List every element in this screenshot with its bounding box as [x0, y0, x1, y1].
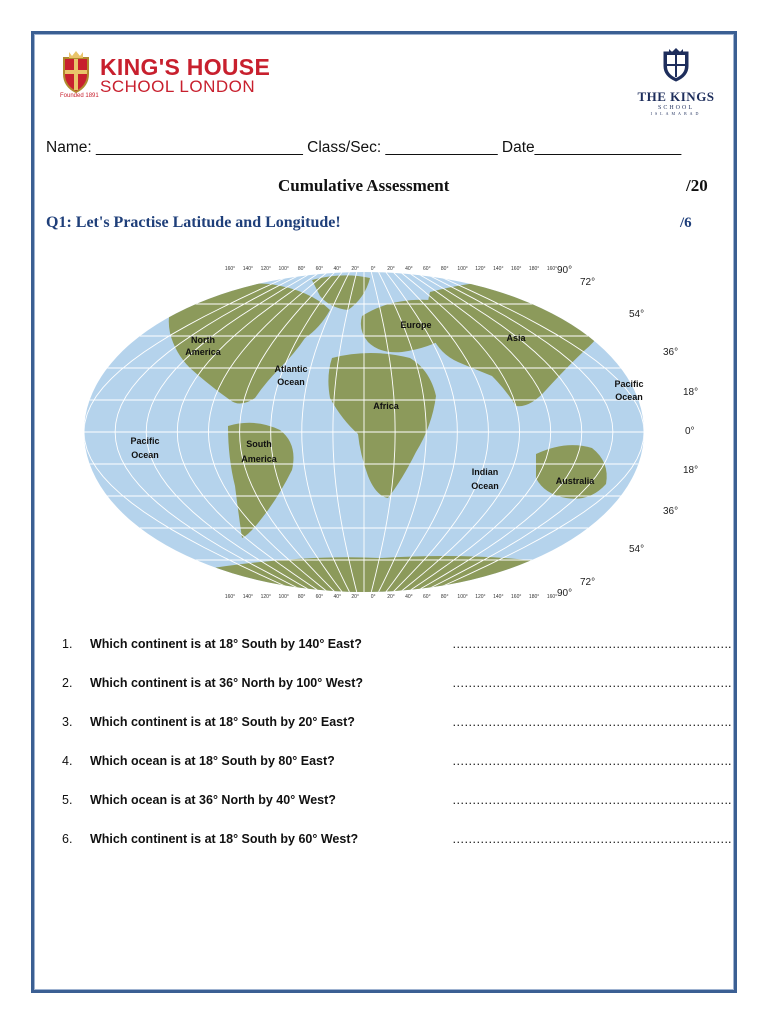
longitude-tick-label: 140°	[493, 594, 504, 600]
logo-sub2: ISLAMABAD	[650, 111, 702, 116]
label-south-america-2: America	[241, 454, 277, 464]
label-asia: Asia	[506, 333, 526, 343]
label-indian-1: Indian	[471, 467, 499, 477]
question-item	[62, 637, 731, 676]
shield-icon	[661, 48, 691, 82]
label-north-america-2: America	[185, 347, 221, 357]
longitude-tick-label: 40°	[405, 594, 413, 600]
longitude-tick-label: 20°	[387, 594, 395, 600]
latitude-label: 18°	[683, 387, 699, 398]
longitude-tick-label: 100°	[457, 594, 468, 600]
logo-sub: SCHOOL	[657, 105, 694, 111]
longitude-tick-label: 140°	[242, 266, 254, 272]
logo-line1: KING'S HOUSE	[100, 54, 271, 80]
longitude-tick-label: 100°	[278, 266, 289, 272]
longitude-tick-label: 20°	[351, 266, 359, 272]
q1-title: Q1: Let's Practise Latitude and Longitude!	[46, 214, 341, 231]
latitude-label: 72°	[580, 277, 596, 288]
answer-line[interactable]: …………………………………………………………….	[452, 715, 731, 729]
label-australia: Australia	[555, 476, 595, 486]
longitude-tick-label: 100°	[278, 594, 289, 600]
latitude-label: 90°	[557, 265, 573, 276]
longitude-tick-label: 160°	[224, 266, 236, 272]
answer-line[interactable]: …………………………………………………………….	[452, 793, 731, 807]
longitude-tick-label: 0°	[370, 266, 376, 272]
question-item	[62, 676, 731, 715]
longitude-tick-label: 120°	[475, 266, 486, 272]
label-indian-2: Ocean	[471, 481, 499, 491]
q1-marks: /6	[680, 215, 692, 231]
label-atlantic-1: Atlantic	[274, 364, 308, 374]
answer-line[interactable]: …………………………………………………………….	[452, 832, 731, 846]
label-pacific-east-2: Ocean	[615, 392, 643, 402]
longitude-tick-label: 160°	[546, 266, 558, 272]
latitude-label: 54°	[629, 544, 645, 555]
longitude-tick-label: 60°	[315, 594, 324, 600]
longitude-tick-label: 60°	[423, 266, 431, 272]
kings-house-logo	[60, 50, 271, 102]
label-pacific-west-2: Ocean	[131, 450, 159, 460]
label-atlantic-2: Ocean	[277, 377, 305, 387]
question-number: 3.	[62, 715, 73, 729]
kings-school-logo	[630, 48, 722, 114]
label-pacific-west-1: Pacific	[130, 436, 160, 446]
question-text: Which ocean is at 18° South by 80° East?	[90, 754, 335, 768]
longitude-ticks-bottom	[225, 594, 557, 600]
question-number: 2.	[62, 676, 73, 690]
longitude-tick-label: 0°	[370, 594, 376, 600]
longitude-tick-label: 120°	[260, 594, 271, 600]
assessment-total: /20	[686, 176, 708, 195]
longitude-ticks-top	[225, 266, 557, 272]
world-map	[80, 258, 700, 604]
question-number: 4.	[62, 754, 73, 768]
question-item	[62, 832, 731, 871]
question-item	[62, 793, 731, 832]
longitude-tick-label: 120°	[475, 594, 486, 600]
logo-est: Founded 1891	[60, 93, 99, 99]
longitude-tick-label: 40°	[333, 266, 342, 272]
longitude-tick-label: 80°	[440, 594, 449, 600]
latitude-label: 54°	[629, 309, 645, 320]
question-number: 1.	[62, 637, 73, 651]
logo-name: THE KINGS	[637, 89, 715, 104]
latitude-label: 72°	[580, 577, 596, 588]
latitude-label: 36°	[663, 347, 679, 358]
longitude-tick-label: 100°	[457, 266, 468, 272]
question-list	[62, 637, 731, 871]
question-text: Which ocean is at 36° North by 40° West?	[90, 793, 336, 807]
longitude-tick-label: 180°	[528, 266, 540, 272]
longitude-tick-label: 40°	[405, 266, 413, 272]
logo-line2: SCHOOL LONDON	[100, 77, 256, 96]
longitude-tick-label: 20°	[351, 594, 359, 600]
longitude-tick-label: 180°	[528, 594, 540, 600]
question-text: Which continent is at 18° South by 60° West?	[90, 832, 359, 846]
student-info-line[interactable]: Name: ________________________ Class/Sec: _____________ Date_________________	[46, 139, 682, 156]
crest-icon	[60, 50, 92, 94]
longitude-tick-label: 60°	[423, 594, 431, 600]
longitude-tick-label: 80°	[297, 594, 306, 600]
question-text: Which continent is at 36° North by 100° West?	[90, 676, 364, 690]
answer-line[interactable]: …………………………………………………………….	[452, 637, 731, 651]
longitude-tick-label: 40°	[333, 594, 342, 600]
longitude-tick-label: 60°	[315, 266, 324, 272]
longitude-tick-label: 120°	[260, 266, 271, 272]
longitude-tick-label: 80°	[297, 266, 306, 272]
latitude-label: 90°	[557, 588, 573, 599]
longitude-tick-label: 160°	[511, 266, 522, 272]
longitude-tick-label: 80°	[440, 266, 449, 272]
label-europe: Europe	[400, 320, 432, 330]
label-africa: Africa	[373, 401, 399, 411]
longitude-tick-label: 20°	[387, 266, 395, 272]
question-number: 5.	[62, 793, 73, 807]
label-north-america-1: North	[191, 335, 215, 345]
longitude-tick-label: 140°	[242, 594, 254, 600]
answer-line[interactable]: …………………………………………………………….	[452, 754, 731, 768]
question-text: Which continent is at 18° South by 20° East?	[90, 715, 355, 729]
longitude-tick-label: 140°	[493, 266, 504, 272]
longitude-tick-label: 160°	[224, 594, 236, 600]
latitude-label: 0°	[685, 426, 695, 437]
longitude-tick-label: 160°	[511, 594, 522, 600]
label-pacific-east-1: Pacific	[614, 379, 644, 389]
assessment-title: Cumulative Assessment	[278, 176, 450, 195]
label-south-america-1: South	[246, 439, 272, 449]
question-item	[62, 754, 731, 793]
latitude-label: 36°	[663, 506, 679, 517]
question-item	[62, 715, 731, 754]
latitude-label: 18°	[683, 465, 699, 476]
question-text: Which continent is at 18° South by 140° East?	[90, 637, 362, 651]
answer-line[interactable]: …………………………………………………………….	[452, 676, 731, 690]
longitude-tick-label: 160°	[546, 594, 558, 600]
question-number: 6.	[62, 832, 73, 846]
